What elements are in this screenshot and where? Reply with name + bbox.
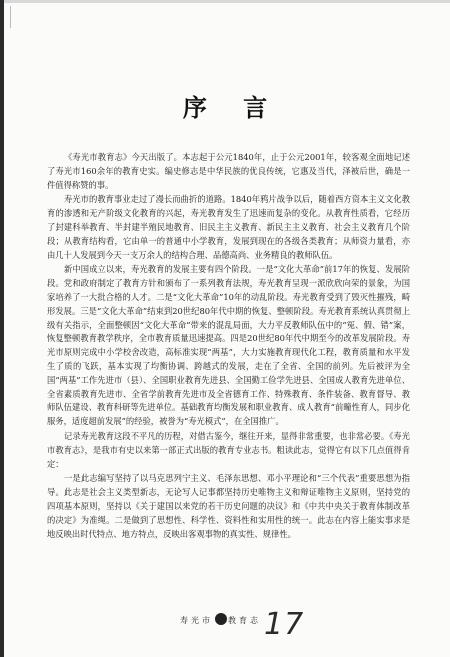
page-footer xyxy=(0,612,450,632)
footer-book-title-left: 寿光市 xyxy=(180,616,213,625)
paragraph-3: 新中国成立以来，寿光教育的发展主要有四个阶段。一是“文化大革命”前17年的恢复、发展阶段。党和政府制定了教育方针和颁布了一系列教育法规，寿光教育呈现一派欣欣向荣的景象，为国家培养了一大批合格的人才。二是“文化大革命”10年的动乱阶段。寿光教育受到了毁灭性摧残，畸形发展。三是“文化大革命”结束到20世纪80年代中期的恢复、整顿阶段。寿光教育系统认真贯彻上级有关指示，全面整顿因“文化大革命”带来的混乱局面，大力平反教师队伍中的“冤、假、错”案，恢复整顿教育教学秩序，全市教育质量迅速提高。四是20世纪80年代中期至今的改革发展阶段。寿光市原则完成中小学校舍改造，高标准实现“两基”，大力实施教育现代化工程，教育质量和水平发生了质的飞跃，基本实现了均衡协调、跨越式的发展，走在了全省、全国的前列。先后被评为全国“两基”工作先进市（县）、全国职业教育先进县、全国勤工俭学先进县、全国成人教育先进单位、全省素质教育先进市、全省学前教育先进市及全省德育工作、特殊教育、条件装备、教育督导、教师队伍建设、教育科研等先进单位。基础教育均衡发展和职业教育、成人教育“前疃性育人，同步化服务，适度超前发展”的经验，被誉为“寿光模式”，在全国推广。 xyxy=(47,264,410,427)
paragraph-5: 一是此志编写坚持了以马克思列宁主义、毛泽东思想、邓小平理论和“三个代表”重要思想为指导。此志是社会主义类型新志，无论写人记事都坚持历史唯物主义和辩证唯物主义原则，坚持党的四项基本原则，坚持以《关于建国以来党的若干历史问题的决议》和《中共中央关于教育体制改革的决定》为准绳。二是做到了思想性、科学性、资料性和实用性的统一。此志在内容上能实事求是地反映出时代特点、地方特点，反映出客观事物的真实性、规律性。 xyxy=(47,473,410,539)
preface-title: 序 言 xyxy=(182,93,282,122)
footer-emblem-icon xyxy=(215,613,227,625)
scan-corner-mark xyxy=(10,6,17,28)
footer-book-title-right: 教育志 xyxy=(228,616,261,625)
page-number: 17 xyxy=(264,607,305,642)
preface-body xyxy=(47,151,410,542)
paragraph-4: 记录寿光教育这段不平凡的历程，对借古鉴今，继往开来，显得非常重要，也非常必要。《寿光市教育志》，是我市有史以来第一部正式出版的教育专业志书。粗读此志，觉得它有以下几点值得肯定： xyxy=(47,430,410,469)
paragraph-1: 《寿光市教育志》今天出版了。本志起于公元1840年，止于公元2001年，较客观全面地记述了寿光市160余年的教育史实。编史修志是中华民族的优良传统，它惠及当代，泽被后世，确是一件值得称赞的事。 xyxy=(47,152,410,190)
scan-top-edge xyxy=(0,0,450,3)
paragraph-2: 寿光市的教育事业走过了漫长而曲折的道路。1840年鸦片战争以后，随着西方资本主义文化教育的渗透和无产阶级文化教育的兴起，寿光教育发生了迅速而复杂的变化。从教育性质看，它经历了封建科举教育、半封建半殖民地教育、旧民主主义教育、新民主主义教育、社会主义教育几个阶段；从教育结构看，它由单一的普通中小学教育，发展到现在的各级各类教育；从师资力量看，亦由几十人发展到今天一支万余人的结构合理、品德高尚、业务精良的教师队伍。 xyxy=(47,194,410,260)
